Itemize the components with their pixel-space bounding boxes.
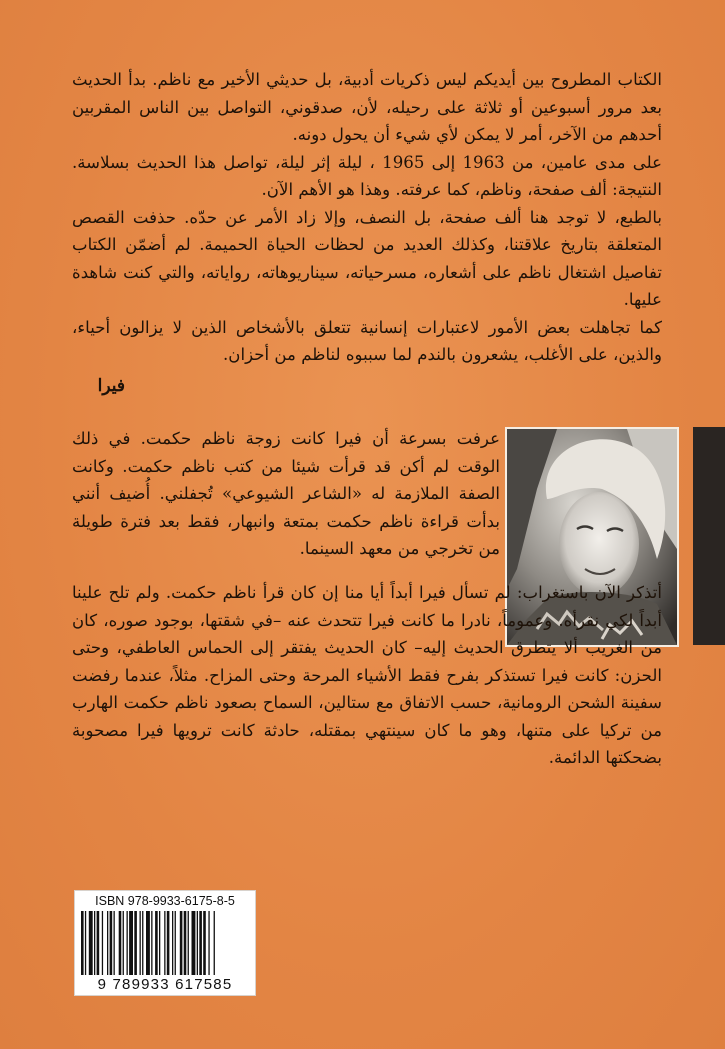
section-paragraph-1: عرفت بسرعة أن فيرا كانت زوجة ناظم حكمت. في ذلك الوقت لم أكن قد قرأت شيئا من كتب ناظم حكمت. وكانت الصفة الملازمة له «الشاعر الشيوعي» تُجفلني. أُضيف أنني بدأت قراءة ناظم حكمت بمتعة وانبهار، فقط بعد فترة طويلة من تخرجي من معهد السينما.: [72, 429, 500, 558]
isbn-label: ISBN 978-9933-6175-8-5: [95, 894, 235, 908]
barcode-digits: 9 789933 617585: [97, 976, 233, 993]
intro-paragraph-1: الكتاب المطروح بين أيديكم ليس ذكريات أدبية، بل حديثي الأخير مع ناظم. بدأ الحديث بعد مرور أسبوعين أو ثلاثة على رحيله، لأن، صدقوني، التواصل بين الناس المقربين أحدهم من الآخر، أمر لا يمكن لأي شيء أن يحول دونه.: [72, 70, 662, 144]
section-text-beside-photo: [72, 425, 500, 563]
intro-paragraph-3: بالطبع، لا توجد هنا ألف صفحة، بل النصف، وإلا زاد الأمر عن حدّه. حذفت القصص المتعلقة بتاريخ علاقتنا، وكذلك العديد من لحظات الحياة الحميمة. لم أضمّن الكتاب تفاصيل اشتغال ناظم على أشعاره، مسرحياته، سيناريوهاته، رواياته، والتي كنت شاهدة عليها.: [72, 207, 662, 309]
section-text-lower: [72, 579, 662, 772]
intro-paragraph-2: على مدى عامين، من 1963 إلى 1965 ، ليلة إثر ليلة، تواصل هذا الحديث بسلاسة. النتيجة: ألف صفحة، وناظم، كما عرفته. وهذا هو الأهم الآن.: [72, 152, 662, 199]
intro-paragraph-4: كما تجاهلت بعض الأمور لاعتبارات إنسانية تتعلق بالأشخاص الذين لا يزالون أحياء، والذين، على الأغلب، يشعرون بالندم لما سببوه لناظم من أحزان.: [72, 317, 662, 364]
isbn-barcode: [74, 890, 256, 996]
intro-text: [72, 66, 662, 369]
spine-bar: [693, 427, 725, 645]
section-paragraph-2: أتذكر الآن باستغراب: لم تسأل فيرا أبداً أيا منا إن كان قرأ ناظم حكمت. ولم تلح علينا أبداً لكي نقرأه. وعموماً، نادرا ما كانت فيرا تتحدث عنه –في شقتها، بوجود صوره، كان من الغريب ألا يتطرق الحديث إليه– كان الحديث يفتقر إلى الحماس العاطفي، وحتى الحزن: كانت فيرا تستذكر بفرح فقط الأشياء المرحة وحتى المزاح. مثلاً، عندما رفضت سفينة الشحن الرومانية، حسب الاتفاق مع ستالين، السماح بصعود ناظم حكمت الهارب من تركيا على متنها، وهو ما كان سينتهي بمقتله، حادثة كانت ترويها فيرا مصحوبة بضحكتها الدائمة.: [72, 583, 662, 767]
barcode-icon: [79, 911, 251, 975]
section-title: فيرا: [97, 376, 125, 396]
